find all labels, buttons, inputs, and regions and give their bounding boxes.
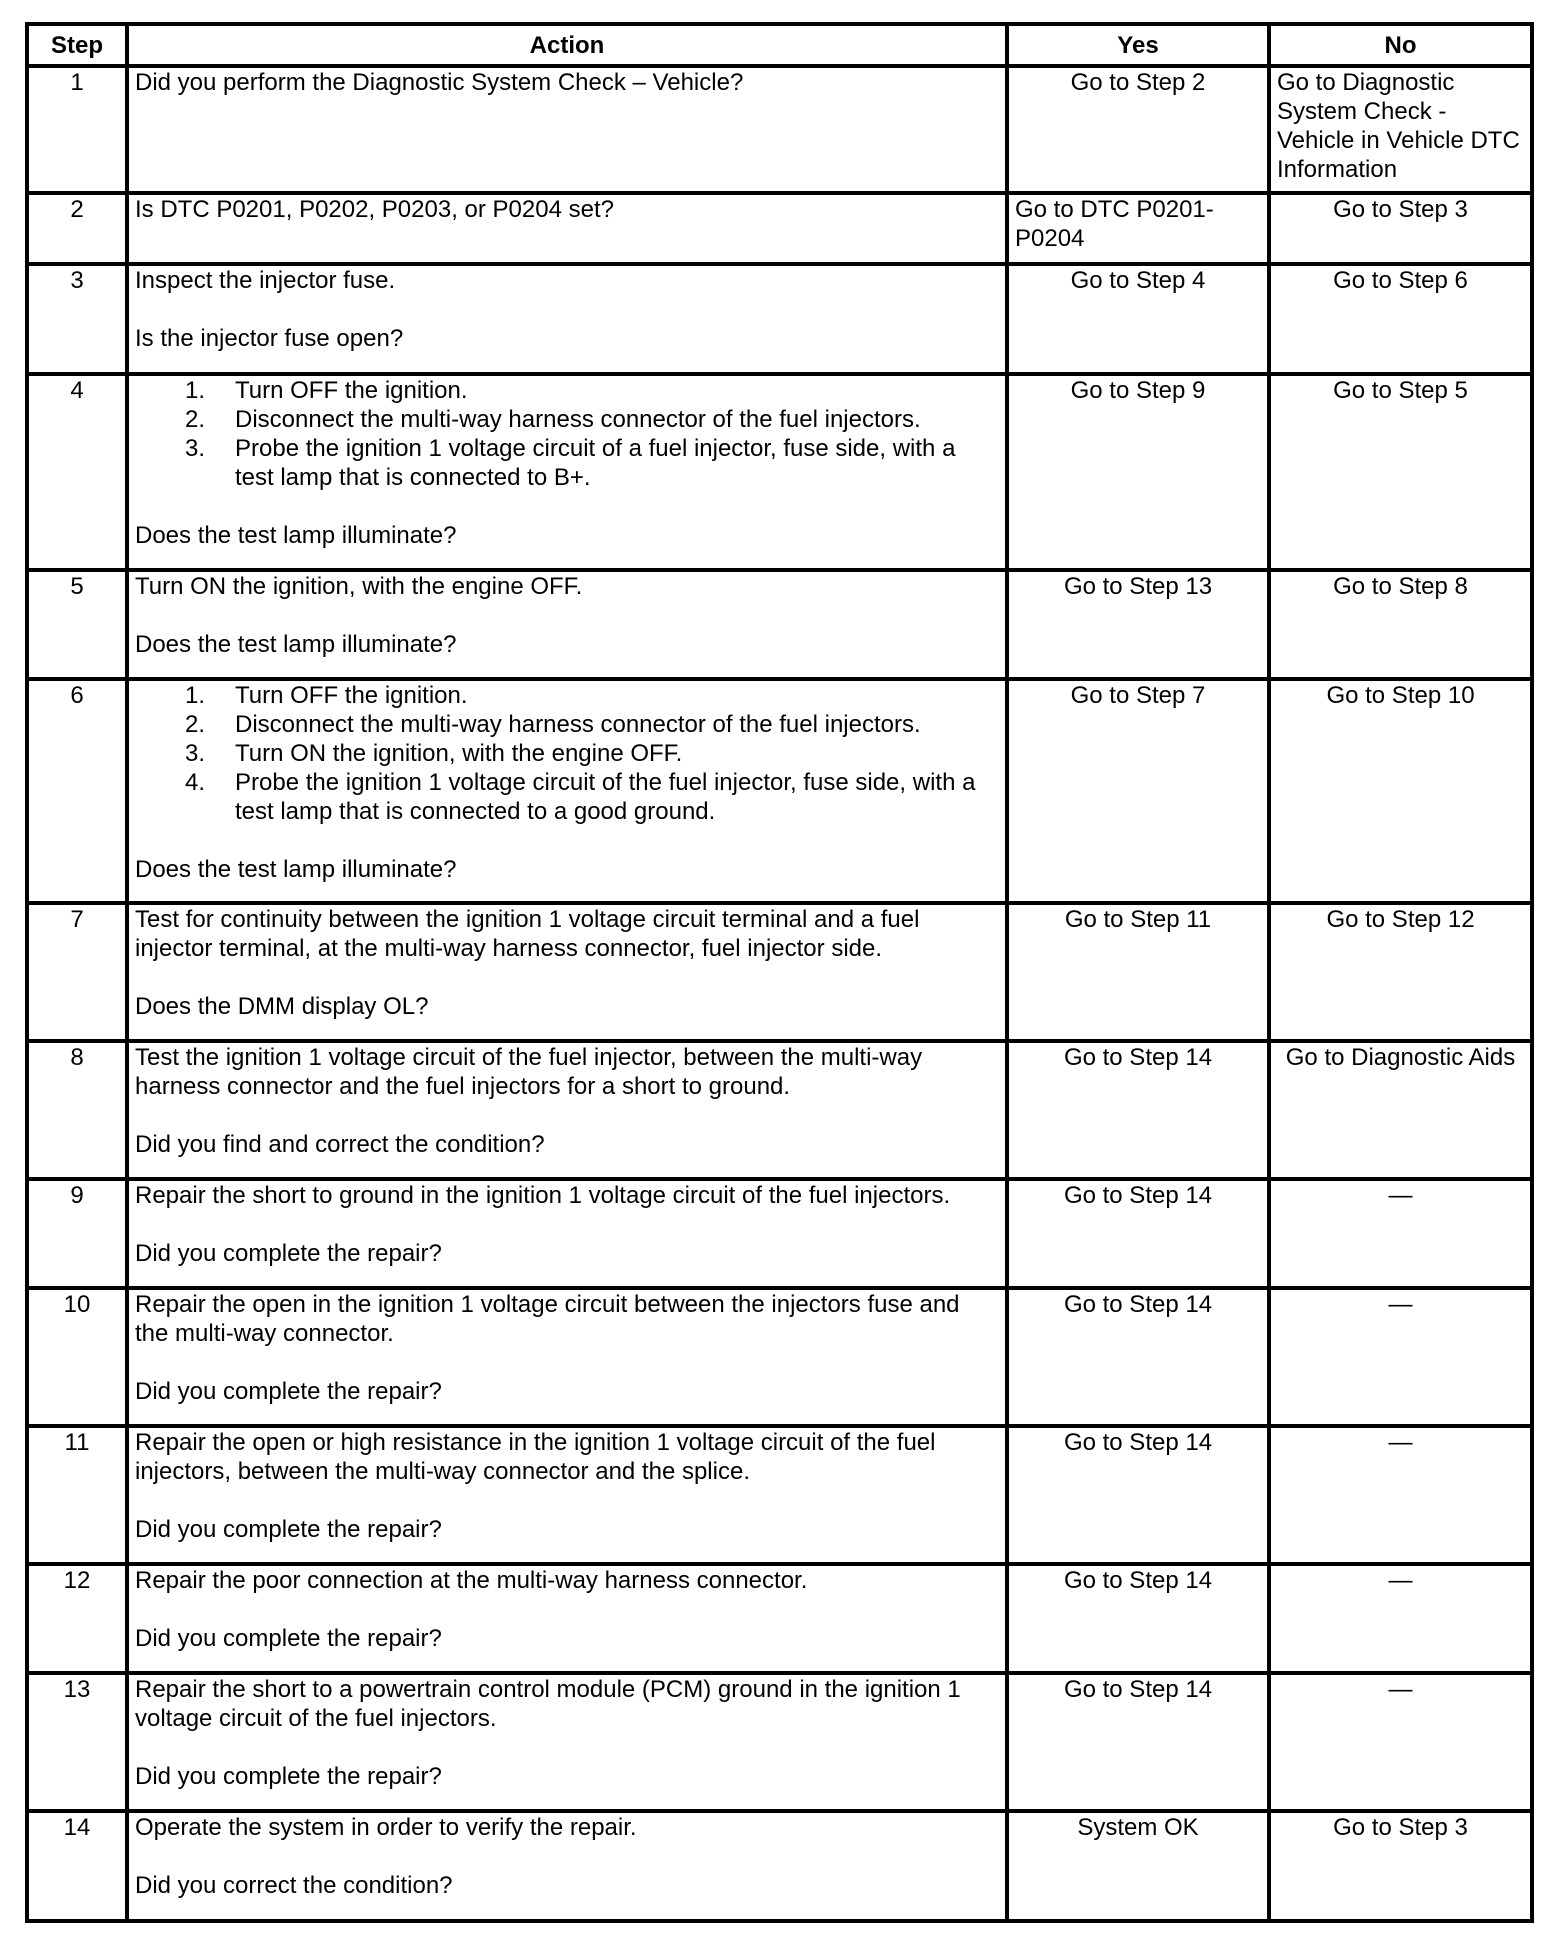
action-instruction: Repair the poor connection at the multi-way harness connector. xyxy=(135,1567,808,1594)
no-cell: Go to Step 8 xyxy=(1269,570,1532,679)
no-cell: Go to Step 3 xyxy=(1269,193,1532,264)
table-row xyxy=(27,570,1532,679)
action-cell xyxy=(127,1426,1007,1564)
action-question: Does the test lamp illuminate? xyxy=(135,856,457,883)
yes-cell: Go to Step 2 xyxy=(1007,66,1269,193)
yes-cell: Go to Step 4 xyxy=(1007,264,1269,374)
action-question: Did you find and correct the condition? xyxy=(135,1131,545,1158)
no-cell: Go to Step 5 xyxy=(1269,374,1532,570)
yes-cell: Go to DTC P0201-P0204 xyxy=(1007,193,1269,264)
step-number: 10 xyxy=(27,1288,127,1426)
table-row xyxy=(27,1041,1532,1179)
yes-cell: Go to Step 14 xyxy=(1007,1564,1269,1673)
action-instruction: Test the ignition 1 voltage circuit of the fuel injector, between the multi-way harness connector and the fuel injectors for a short to ground. xyxy=(135,1044,923,1100)
table-row xyxy=(27,679,1532,903)
step-number: 2 xyxy=(27,193,127,264)
header-no: No xyxy=(1269,24,1532,66)
action-instruction: Did you perform the Diagnostic System Check – Vehicle? xyxy=(135,69,744,96)
action-cell xyxy=(127,374,1007,570)
action-instruction: Repair the short to a powertrain control module (PCM) ground in the ignition 1 voltage circuit of the fuel injectors. xyxy=(135,1676,961,1732)
yes-cell: Go to Step 7 xyxy=(1007,679,1269,903)
step-number: 9 xyxy=(27,1179,127,1288)
action-instruction: Repair the open in the ignition 1 voltage circuit between the injectors fuse and the multi-way connector. xyxy=(135,1291,960,1347)
step-number: 7 xyxy=(27,903,127,1041)
table-row xyxy=(27,1426,1532,1564)
action-instruction: Inspect the injector fuse. xyxy=(135,267,396,294)
action-cell xyxy=(127,1673,1007,1811)
action-steps-list xyxy=(135,376,999,492)
action-question: Did you complete the repair? xyxy=(135,1763,442,1790)
action-cell xyxy=(127,903,1007,1041)
step-number: 13 xyxy=(27,1673,127,1811)
list-item: 1. Turn OFF the ignition. xyxy=(184,377,468,404)
action-question: Did you complete the repair? xyxy=(135,1240,442,1267)
action-cell xyxy=(127,66,1007,193)
no-cell: — xyxy=(1269,1288,1532,1426)
no-cell: — xyxy=(1269,1673,1532,1811)
list-item: 3. Probe the ignition 1 voltage circuit of a fuel injector, fuse side, with a test lamp that is connected to B+. xyxy=(184,435,956,491)
no-cell: Go to Diagnostic System Check - Vehicle in Vehicle DTC Information xyxy=(1269,66,1532,193)
no-cell: Go to Step 3 xyxy=(1269,1811,1532,1921)
step-number: 5 xyxy=(27,570,127,679)
step-number: 1 xyxy=(27,66,127,193)
action-cell xyxy=(127,193,1007,264)
step-number: 8 xyxy=(27,1041,127,1179)
action-cell xyxy=(127,570,1007,679)
action-instruction: Turn ON the ignition, with the engine OFF. xyxy=(135,573,583,600)
no-cell: Go to Step 6 xyxy=(1269,264,1532,374)
table-row xyxy=(27,1564,1532,1673)
header-action: Action xyxy=(127,24,1007,66)
action-cell xyxy=(127,1288,1007,1426)
step-number: 14 xyxy=(27,1811,127,1921)
table-row xyxy=(27,1288,1532,1426)
action-question: Does the DMM display OL? xyxy=(135,993,429,1020)
no-cell: Go to Diagnostic Aids xyxy=(1269,1041,1532,1179)
action-question: Does the test lamp illuminate? xyxy=(135,631,457,658)
list-item: 2. Disconnect the multi-way harness connector of the fuel injectors. xyxy=(184,406,921,433)
action-instruction: Repair the short to ground in the ignition 1 voltage circuit of the fuel injectors. xyxy=(135,1182,951,1209)
yes-cell: Go to Step 14 xyxy=(1007,1179,1269,1288)
yes-cell: Go to Step 14 xyxy=(1007,1673,1269,1811)
table-row xyxy=(27,66,1532,193)
action-question: Did you complete the repair? xyxy=(135,1378,442,1405)
no-cell: Go to Step 10 xyxy=(1269,679,1532,903)
action-question: Did you complete the repair? xyxy=(135,1625,442,1652)
header-step: Step xyxy=(27,24,127,66)
action-cell xyxy=(127,1564,1007,1673)
step-number: 6 xyxy=(27,679,127,903)
action-instruction: Is DTC P0201, P0202, P0203, or P0204 set? xyxy=(135,196,614,223)
yes-cell: Go to Step 14 xyxy=(1007,1041,1269,1179)
yes-cell: Go to Step 11 xyxy=(1007,903,1269,1041)
header-yes: Yes xyxy=(1007,24,1269,66)
action-instruction: Operate the system in order to verify the repair. xyxy=(135,1814,637,1841)
step-number: 4 xyxy=(27,374,127,570)
action-steps-list xyxy=(135,681,999,826)
action-question: Did you complete the repair? xyxy=(135,1516,442,1543)
table-row xyxy=(27,193,1532,264)
yes-cell: Go to Step 14 xyxy=(1007,1288,1269,1426)
diagnostic-table xyxy=(25,22,1534,1923)
action-question: Is the injector fuse open? xyxy=(135,325,404,352)
step-number: 11 xyxy=(27,1426,127,1564)
table-row xyxy=(27,1179,1532,1288)
step-number: 12 xyxy=(27,1564,127,1673)
list-item: 1. Turn OFF the ignition. xyxy=(184,682,468,709)
step-number: 3 xyxy=(27,264,127,374)
action-question: Does the test lamp illuminate? xyxy=(135,522,457,549)
no-cell: Go to Step 12 xyxy=(1269,903,1532,1041)
no-cell: — xyxy=(1269,1564,1532,1673)
yes-cell: Go to Step 14 xyxy=(1007,1426,1269,1564)
yes-cell: Go to Step 9 xyxy=(1007,374,1269,570)
table-row xyxy=(27,264,1532,374)
action-instruction: Repair the open or high resistance in the ignition 1 voltage circuit of the fuel injectors, between the multi-way connector and the splice. xyxy=(135,1429,936,1485)
header-row xyxy=(27,24,1532,66)
table-row xyxy=(27,903,1532,1041)
no-cell: — xyxy=(1269,1179,1532,1288)
list-item: 3. Turn ON the ignition, with the engine OFF. xyxy=(184,740,683,767)
action-cell xyxy=(127,264,1007,374)
yes-cell: System OK xyxy=(1007,1811,1269,1921)
action-cell xyxy=(127,679,1007,903)
action-cell xyxy=(127,1041,1007,1179)
action-cell xyxy=(127,1179,1007,1288)
yes-cell: Go to Step 13 xyxy=(1007,570,1269,679)
no-cell: — xyxy=(1269,1426,1532,1564)
action-instruction: Test for continuity between the ignition 1 voltage circuit terminal and a fuel injector terminal, at the multi-way harness connector, fuel injector side. xyxy=(135,906,920,962)
action-cell xyxy=(127,1811,1007,1921)
table-row xyxy=(27,1811,1532,1921)
table-row xyxy=(27,1673,1532,1811)
list-item: 4. Probe the ignition 1 voltage circuit of the fuel injector, fuse side, with a test lamp that is connected to a good ground. xyxy=(184,769,976,825)
list-item: 2. Disconnect the multi-way harness connector of the fuel injectors. xyxy=(184,711,921,738)
action-question: Did you correct the condition? xyxy=(135,1872,453,1899)
table-row xyxy=(27,374,1532,570)
